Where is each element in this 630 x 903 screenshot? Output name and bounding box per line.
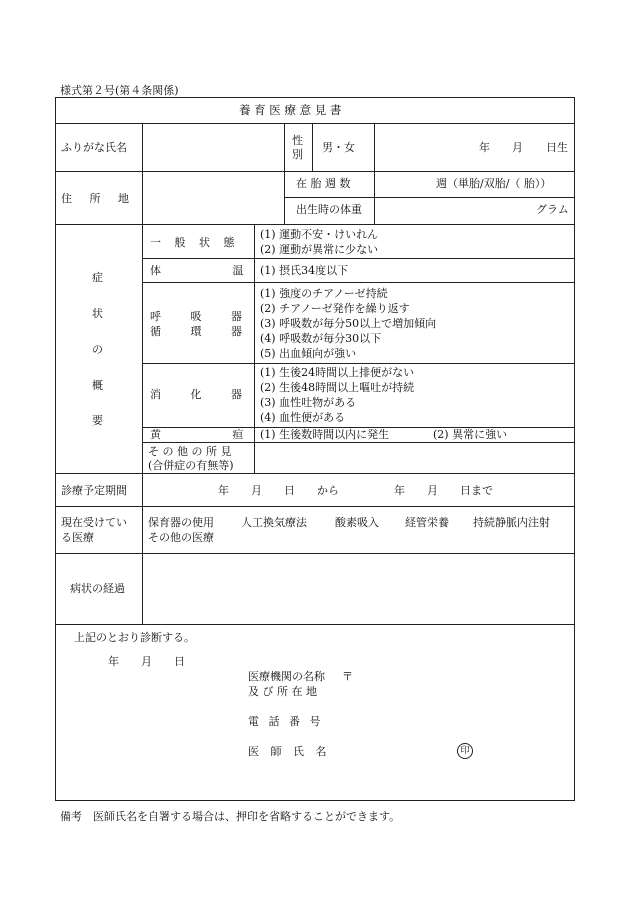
- digestive-item-4: (4) 血性便がある: [260, 411, 346, 424]
- jaundice-label: 黄 疸: [150, 428, 244, 441]
- treatment-ventilation: 人工換気療法: [241, 516, 307, 529]
- symptoms-group-label-2: 状: [92, 307, 103, 320]
- respiratory-item-3: (3) 呼吸数が毎分50以上で増加傾向: [260, 317, 437, 330]
- general-item-1: (1) 運動不安・けいれん: [260, 228, 379, 241]
- doctor-name-label: 医 師 氏 名: [248, 745, 327, 758]
- sex-value: 男・女: [322, 141, 355, 154]
- certification-date: 年 月 日: [108, 655, 185, 668]
- birth-day: 日生: [546, 141, 568, 154]
- opinion-form: [55, 97, 575, 801]
- birth-weight-label: 出生時の体重: [296, 203, 362, 216]
- jaundice-item-2: (2) 異常に強い: [433, 428, 508, 441]
- divider: [312, 123, 313, 171]
- general-item-2: (2) 運動が異常に少ない: [260, 243, 379, 256]
- respiratory-item-5: (5) 出血傾向が強い: [260, 347, 357, 360]
- divider: [56, 553, 574, 554]
- symptoms-group-label-4: 概: [92, 379, 103, 392]
- digestive-item-1: (1) 生後24時間以上排便がない: [260, 366, 415, 379]
- circulatory-label: 循 環 器: [150, 325, 242, 338]
- respiratory-item-4: (4) 呼吸数が毎分30以下: [260, 332, 382, 345]
- divider: [142, 363, 574, 364]
- treatment-iv-infusion: 持続静脈内注射: [473, 516, 550, 529]
- respiratory-label: 呼 吸 器: [150, 310, 242, 323]
- name-label: ふりがな氏名: [61, 141, 127, 154]
- current-treatment-label-1: 現在受けてい: [61, 516, 127, 529]
- digestive-item-2: (2) 生後48時間以上嘔吐が持続: [260, 381, 415, 394]
- symptoms-group-label-1: 症: [92, 271, 103, 284]
- divider: [142, 224, 143, 473]
- treatment-tube-feeding: 経管栄養: [405, 516, 449, 529]
- temperature-item-1: (1) 摂氏34度以下: [260, 264, 349, 277]
- sex-label-top: 性: [292, 134, 303, 147]
- divider: [56, 123, 574, 124]
- divider: [142, 442, 574, 443]
- postal-mark: 〒: [342, 670, 353, 683]
- complications-label: (合併症の有無等): [148, 459, 234, 472]
- divider: [254, 224, 255, 473]
- temperature-label: 体 温: [150, 264, 244, 277]
- divider: [56, 171, 574, 172]
- treatment-oxygen: 酸素吸入: [335, 516, 379, 529]
- sex-label-bottom: 別: [292, 148, 303, 161]
- birth-year: 年: [479, 141, 490, 154]
- digestive-item-3: (3) 血性吐物がある: [260, 396, 357, 409]
- divider: [56, 506, 574, 507]
- divider: [142, 123, 143, 224]
- treatment-incubator: 保育器の使用: [148, 516, 214, 529]
- divider: [142, 258, 574, 259]
- divider: [374, 123, 375, 224]
- form-title: 養 育 医 療 意 見 書: [239, 103, 342, 117]
- symptoms-group-label-5: 要: [92, 414, 103, 427]
- gestation-value: 週（単胎/双胎/（ 胎））: [436, 177, 552, 190]
- respiratory-item-1: (1) 強度のチアノーゼ持続: [260, 287, 388, 300]
- divider: [56, 224, 574, 225]
- treatment-other: その他の医療: [148, 531, 214, 544]
- digestive-label: 消 化 器: [150, 388, 242, 401]
- divider: [56, 624, 574, 625]
- birth-weight-unit: グラム: [536, 203, 569, 216]
- divider: [56, 473, 574, 474]
- footnote: 備考 医師氏名を自署する場合は、押印を省略することができます。: [60, 810, 401, 823]
- treatment-period-value: 年 月 日 から 年 月 日まで: [218, 484, 493, 497]
- progress-label: 病状の経過: [70, 582, 125, 595]
- respiratory-item-2: (2) チアノーゼ発作を繰り返す: [260, 302, 410, 315]
- symptoms-group-label-3: の: [92, 343, 103, 356]
- address-label: 住 所 地: [61, 192, 129, 205]
- divider: [142, 473, 143, 624]
- jaundice-item-1: (1) 生後数時間以内に発生: [260, 428, 390, 441]
- institution-address-label: 及 び 所 在 地: [248, 685, 317, 698]
- divider: [284, 123, 285, 224]
- seal-mark-icon: 印: [457, 743, 473, 759]
- current-treatment-label-2: る医療: [61, 531, 94, 544]
- institution-label: 医療機関の名称: [248, 670, 325, 683]
- certification-statement: 上記のとおり診断する。: [74, 631, 195, 644]
- other-findings-label: そ の 他 の 所 見: [148, 445, 232, 458]
- phone-label: 電 話 番 号: [248, 715, 321, 728]
- divider: [142, 282, 574, 283]
- divider: [284, 197, 574, 198]
- gestation-label: 在 胎 週 数: [296, 177, 351, 190]
- form-number-note: 様式第２号(第４条関係): [60, 84, 179, 97]
- general-condition-label: 一 般 状 態: [150, 236, 235, 249]
- treatment-period-label: 診療予定期間: [61, 484, 127, 497]
- birth-month: 月: [512, 141, 523, 154]
